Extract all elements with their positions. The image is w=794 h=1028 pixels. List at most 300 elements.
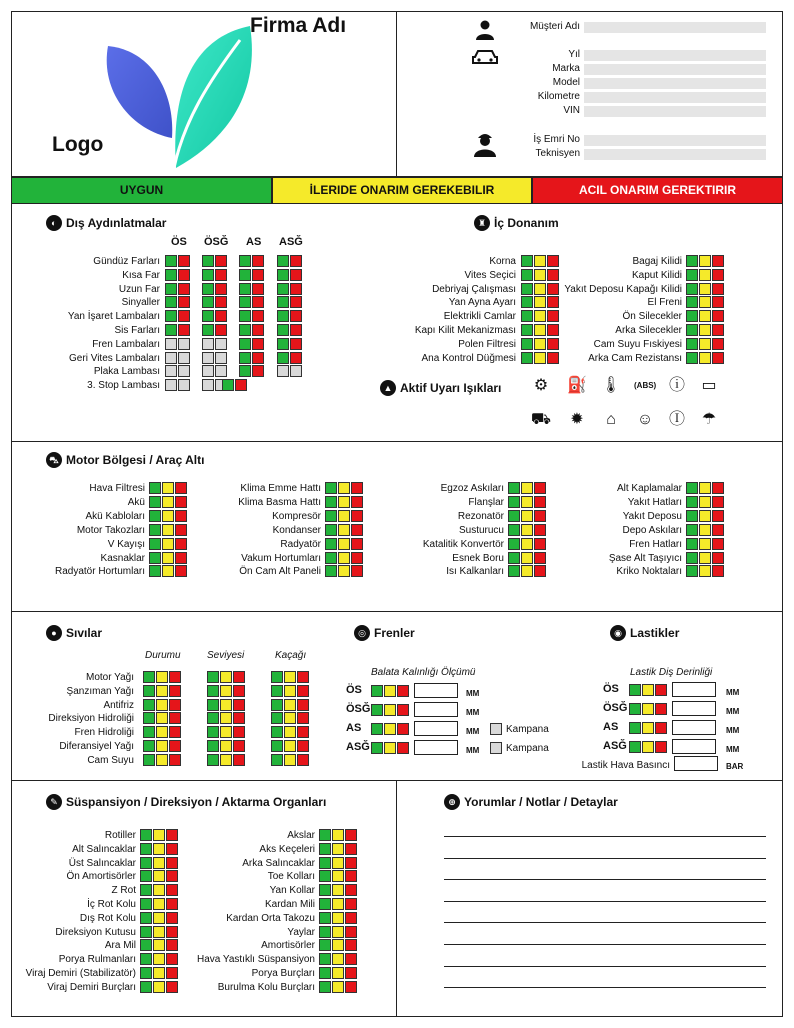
rating-box-r[interactable]	[351, 482, 363, 494]
work-order-field[interactable]	[584, 135, 766, 146]
rating-box-g[interactable]	[140, 912, 152, 924]
rating-box-g[interactable]	[140, 870, 152, 882]
rating-box-g[interactable]	[277, 296, 289, 308]
rating-box-g[interactable]	[202, 296, 214, 308]
rating-box-g[interactable]	[629, 684, 641, 696]
rating-box-g[interactable]	[140, 829, 152, 841]
rating-box-r[interactable]	[178, 255, 190, 267]
rating-box-r[interactable]	[169, 671, 181, 683]
rating-box-g[interactable]	[277, 255, 289, 267]
gear-icon[interactable]: ✹	[570, 411, 584, 428]
rating-box-r[interactable]	[252, 324, 264, 336]
rating-box-r[interactable]	[252, 269, 264, 281]
rating-box-r[interactable]	[233, 699, 245, 711]
rating-box-y[interactable]	[332, 870, 344, 882]
engine-icon[interactable]: ⚙	[533, 377, 549, 394]
rating-box-g[interactable]	[165, 296, 177, 308]
rating-box-y[interactable]	[642, 703, 654, 715]
rating-box-g[interactable]	[140, 857, 152, 869]
technician-field[interactable]	[584, 149, 766, 160]
rating-box-y[interactable]	[699, 283, 711, 295]
rating-box-r[interactable]	[178, 310, 190, 322]
rating-box-r[interactable]	[297, 699, 309, 711]
rating-box-y[interactable]	[699, 324, 711, 336]
rating-box-g[interactable]	[319, 967, 331, 979]
rating-box-g[interactable]	[277, 283, 289, 295]
rating-box-r[interactable]	[169, 740, 181, 752]
rating-box-r[interactable]	[712, 269, 724, 281]
rating-box-g[interactable]	[165, 283, 177, 295]
rating-box-g[interactable]	[140, 953, 152, 965]
rating-box-r[interactable]	[290, 269, 302, 281]
rating-box-g[interactable]	[319, 857, 331, 869]
rating-box-g[interactable]	[165, 310, 177, 322]
rating-box-r[interactable]	[297, 726, 309, 738]
rating-box-gr[interactable]	[215, 338, 227, 350]
rating-box-r[interactable]	[655, 741, 667, 753]
rating-box-g[interactable]	[508, 565, 520, 577]
rating-box-g[interactable]	[325, 524, 337, 536]
rating-box-g[interactable]	[239, 310, 251, 322]
rating-box-r[interactable]	[290, 296, 302, 308]
rating-box-g[interactable]	[239, 352, 251, 364]
rating-box-y[interactable]	[338, 524, 350, 536]
rating-box-g[interactable]	[371, 685, 383, 697]
rating-box-r[interactable]	[175, 482, 187, 494]
rating-box-g[interactable]	[686, 538, 698, 550]
rating-box-y[interactable]	[156, 740, 168, 752]
rating-box-y[interactable]	[521, 482, 533, 494]
rating-box-g[interactable]	[140, 898, 152, 910]
rating-box-y[interactable]	[156, 671, 168, 683]
rating-box-y[interactable]	[338, 482, 350, 494]
rating-box-r[interactable]	[351, 496, 363, 508]
rating-box-y[interactable]	[284, 726, 296, 738]
rating-box-g[interactable]	[202, 310, 214, 322]
note-line[interactable]	[444, 922, 766, 923]
rating-box-r[interactable]	[169, 712, 181, 724]
rating-box-y[interactable]	[284, 699, 296, 711]
rating-box-g[interactable]	[325, 482, 337, 494]
rating-box-r[interactable]	[655, 684, 667, 696]
note-line[interactable]	[444, 966, 766, 967]
mileage-field[interactable]	[584, 92, 766, 103]
rating-box-y[interactable]	[521, 565, 533, 577]
rating-box-g[interactable]	[521, 283, 533, 295]
note-line[interactable]	[444, 858, 766, 859]
rating-box-g[interactable]	[140, 981, 152, 993]
rating-box-g[interactable]	[202, 283, 214, 295]
rating-box-y[interactable]	[699, 352, 711, 364]
rating-box-r[interactable]	[178, 296, 190, 308]
rating-box-gr[interactable]	[202, 338, 214, 350]
rating-box-r[interactable]	[166, 870, 178, 882]
rating-box-y[interactable]	[153, 939, 165, 951]
rating-box-y[interactable]	[162, 538, 174, 550]
oil-icon[interactable]: ⛽	[567, 377, 587, 394]
rating-box-r[interactable]	[534, 482, 546, 494]
coolant-icon[interactable]: 🌡	[600, 377, 622, 394]
rating-box-g[interactable]	[149, 565, 161, 577]
rating-box-y[interactable]	[338, 510, 350, 522]
rating-box-y[interactable]	[162, 510, 174, 522]
rating-box-r[interactable]	[534, 510, 546, 522]
rating-box-y[interactable]	[699, 269, 711, 281]
rating-box-g[interactable]	[319, 870, 331, 882]
rating-box-y[interactable]	[162, 565, 174, 577]
airbag-icon[interactable]: ☺	[636, 411, 654, 428]
rating-box-r[interactable]	[712, 482, 724, 494]
rating-box-r[interactable]	[351, 524, 363, 536]
rating-box-g[interactable]	[202, 255, 214, 267]
rating-box-r[interactable]	[397, 742, 409, 754]
rating-box-r[interactable]	[712, 510, 724, 522]
rating-box-r[interactable]	[534, 496, 546, 508]
rating-box-r[interactable]	[712, 538, 724, 550]
rating-box-g[interactable]	[371, 742, 383, 754]
rating-box-y[interactable]	[156, 754, 168, 766]
rating-box-g[interactable]	[207, 740, 219, 752]
rating-box-g[interactable]	[277, 338, 289, 350]
rating-box-g[interactable]	[143, 685, 155, 697]
rating-box-g[interactable]	[371, 723, 383, 735]
rating-box-g[interactable]	[239, 283, 251, 295]
rating-box-g[interactable]	[143, 712, 155, 724]
vin-field[interactable]	[584, 106, 766, 117]
rating-box-gr[interactable]	[165, 365, 177, 377]
rating-box-y[interactable]	[220, 712, 232, 724]
rating-box-r[interactable]	[351, 538, 363, 550]
brake-measure-field[interactable]	[414, 721, 458, 736]
rating-box-g[interactable]	[149, 538, 161, 550]
rating-box-y[interactable]	[220, 740, 232, 752]
rating-box-r[interactable]	[351, 510, 363, 522]
rating-box-r[interactable]	[166, 953, 178, 965]
rating-box-r[interactable]	[169, 699, 181, 711]
rating-box-r[interactable]	[712, 310, 724, 322]
rating-box-g[interactable]	[207, 754, 219, 766]
rating-box-g[interactable]	[325, 496, 337, 508]
rating-box-r[interactable]	[297, 671, 309, 683]
rating-box-y[interactable]	[162, 552, 174, 564]
rating-box-r[interactable]	[166, 843, 178, 855]
rating-box-r[interactable]	[655, 703, 667, 715]
rating-box-g[interactable]	[319, 829, 331, 841]
rating-box-r[interactable]	[290, 324, 302, 336]
note-line[interactable]	[444, 901, 766, 902]
rating-box-y[interactable]	[153, 843, 165, 855]
rating-box-r[interactable]	[215, 310, 227, 322]
rating-box-y[interactable]	[332, 857, 344, 869]
rating-box-gr[interactable]	[290, 365, 302, 377]
rating-box-r[interactable]	[166, 981, 178, 993]
abs-icon[interactable]: (ABS)	[634, 381, 657, 390]
rating-box-y[interactable]	[332, 829, 344, 841]
rating-box-g[interactable]	[149, 552, 161, 564]
rating-box-g[interactable]	[239, 365, 251, 377]
rating-box-g[interactable]	[686, 352, 698, 364]
rating-box-g[interactable]	[686, 324, 698, 336]
rating-box-g[interactable]	[140, 967, 152, 979]
rating-box-y[interactable]	[153, 870, 165, 882]
rating-box-g[interactable]	[277, 269, 289, 281]
rating-box-r[interactable]	[345, 981, 357, 993]
rating-box-r[interactable]	[345, 953, 357, 965]
rating-box-r[interactable]	[178, 283, 190, 295]
rating-box-r[interactable]	[252, 338, 264, 350]
rating-box-g[interactable]	[319, 926, 331, 938]
rating-box-g[interactable]	[319, 953, 331, 965]
rating-box-y[interactable]	[521, 538, 533, 550]
rating-box-r[interactable]	[233, 726, 245, 738]
rating-box-g[interactable]	[271, 754, 283, 766]
rating-box-g[interactable]	[319, 884, 331, 896]
brake-measure-field[interactable]	[414, 683, 458, 698]
rating-box-g[interactable]	[629, 741, 641, 753]
rating-box-r[interactable]	[345, 843, 357, 855]
rating-box-y[interactable]	[332, 953, 344, 965]
rating-box-r[interactable]	[712, 324, 724, 336]
rating-box-r[interactable]	[233, 671, 245, 683]
rating-box-y[interactable]	[332, 912, 344, 924]
rating-box-g[interactable]	[207, 726, 219, 738]
rating-box-gr[interactable]	[202, 352, 214, 364]
rating-box-y[interactable]	[220, 754, 232, 766]
drum-checkbox[interactable]	[490, 742, 502, 754]
rating-box-g[interactable]	[239, 255, 251, 267]
rating-box-gr[interactable]	[178, 365, 190, 377]
rating-box-y[interactable]	[284, 740, 296, 752]
rating-box-y[interactable]	[284, 754, 296, 766]
rating-box-g[interactable]	[508, 510, 520, 522]
rating-box-r[interactable]	[178, 269, 190, 281]
rating-box-gr[interactable]	[202, 379, 214, 391]
model-field[interactable]	[584, 78, 766, 89]
rating-box-r[interactable]	[712, 283, 724, 295]
rating-box-y[interactable]	[332, 843, 344, 855]
rating-box-r[interactable]	[290, 283, 302, 295]
rating-box-r[interactable]	[166, 912, 178, 924]
rating-box-r[interactable]	[655, 722, 667, 734]
note-line[interactable]	[444, 987, 766, 988]
rating-box-y[interactable]	[332, 981, 344, 993]
rating-box-y[interactable]	[521, 510, 533, 522]
rating-box-y[interactable]	[332, 898, 344, 910]
year-field[interactable]	[584, 50, 766, 61]
rating-box-r[interactable]	[166, 939, 178, 951]
rating-box-y[interactable]	[642, 741, 654, 753]
rating-box-r[interactable]	[175, 565, 187, 577]
rating-box-r[interactable]	[235, 379, 247, 391]
rating-box-r[interactable]	[215, 255, 227, 267]
rating-box-y[interactable]	[220, 671, 232, 683]
rating-box-y[interactable]	[521, 552, 533, 564]
rating-box-r[interactable]	[233, 685, 245, 697]
rating-box-g[interactable]	[508, 552, 520, 564]
rating-box-g[interactable]	[143, 671, 155, 683]
rating-box-y[interactable]	[153, 926, 165, 938]
rating-box-g[interactable]	[271, 685, 283, 697]
rating-box-r[interactable]	[175, 538, 187, 550]
rating-box-r[interactable]	[233, 740, 245, 752]
rating-box-g[interactable]	[277, 324, 289, 336]
drum-checkbox[interactable]	[490, 723, 502, 735]
rating-box-r[interactable]	[345, 898, 357, 910]
rating-box-y[interactable]	[699, 255, 711, 267]
rating-box-g[interactable]	[277, 310, 289, 322]
rating-box-g[interactable]	[143, 726, 155, 738]
rating-box-r[interactable]	[252, 255, 264, 267]
rating-box-r[interactable]	[712, 552, 724, 564]
rating-box-g[interactable]	[207, 712, 219, 724]
rating-box-y[interactable]	[284, 685, 296, 697]
rating-box-g[interactable]	[629, 703, 641, 715]
rating-box-g[interactable]	[508, 538, 520, 550]
rating-box-g[interactable]	[149, 496, 161, 508]
rating-box-r[interactable]	[534, 552, 546, 564]
rating-box-y[interactable]	[162, 524, 174, 536]
rating-box-y[interactable]	[153, 829, 165, 841]
rating-box-g[interactable]	[239, 324, 251, 336]
rating-box-g[interactable]	[686, 296, 698, 308]
rating-box-y[interactable]	[156, 685, 168, 697]
rating-box-g[interactable]	[319, 843, 331, 855]
rating-box-r[interactable]	[351, 552, 363, 564]
rating-box-g[interactable]	[521, 352, 533, 364]
rating-box-gr[interactable]	[165, 352, 177, 364]
rating-box-y[interactable]	[162, 496, 174, 508]
rating-box-r[interactable]	[252, 365, 264, 377]
rating-box-r[interactable]	[166, 967, 178, 979]
rating-box-r[interactable]	[345, 870, 357, 882]
rating-box-y[interactable]	[384, 704, 396, 716]
rating-box-r[interactable]	[175, 496, 187, 508]
rating-box-y[interactable]	[699, 552, 711, 564]
rating-box-g[interactable]	[222, 379, 234, 391]
rating-box-g[interactable]	[521, 310, 533, 322]
rating-box-y[interactable]	[332, 884, 344, 896]
rating-box-g[interactable]	[371, 704, 383, 716]
rating-box-g[interactable]	[202, 324, 214, 336]
rating-box-y[interactable]	[338, 565, 350, 577]
rating-box-g[interactable]	[149, 482, 161, 494]
rating-box-g[interactable]	[319, 981, 331, 993]
tire-pressure-icon[interactable]: Ⓘ	[668, 411, 685, 428]
rating-box-r[interactable]	[290, 338, 302, 350]
rating-box-g[interactable]	[521, 255, 533, 267]
rating-box-g[interactable]	[140, 843, 152, 855]
rating-box-y[interactable]	[156, 712, 168, 724]
rating-box-y[interactable]	[642, 722, 654, 734]
rating-box-r[interactable]	[166, 884, 178, 896]
rating-box-g[interactable]	[319, 939, 331, 951]
rating-box-y[interactable]	[699, 496, 711, 508]
rating-box-r[interactable]	[297, 685, 309, 697]
rating-box-y[interactable]	[338, 552, 350, 564]
rating-box-g[interactable]	[239, 338, 251, 350]
rating-box-g[interactable]	[521, 296, 533, 308]
rating-box-y[interactable]	[338, 496, 350, 508]
rating-box-y[interactable]	[384, 685, 396, 697]
rating-box-g[interactable]	[271, 726, 283, 738]
rating-box-g[interactable]	[325, 552, 337, 564]
rating-box-r[interactable]	[166, 926, 178, 938]
rating-box-g[interactable]	[149, 510, 161, 522]
rating-box-y[interactable]	[156, 726, 168, 738]
rating-box-g[interactable]	[271, 740, 283, 752]
rating-box-r[interactable]	[712, 296, 724, 308]
rating-box-g[interactable]	[508, 496, 520, 508]
brand-field[interactable]	[584, 64, 766, 75]
tire-measure-field[interactable]	[672, 682, 716, 697]
rating-box-g[interactable]	[319, 912, 331, 924]
rating-box-g[interactable]	[325, 510, 337, 522]
rating-box-y[interactable]	[699, 310, 711, 322]
rating-box-y[interactable]	[338, 538, 350, 550]
rating-box-g[interactable]	[508, 524, 520, 536]
washer-icon[interactable]: ☂	[701, 411, 717, 428]
rating-box-g[interactable]	[239, 296, 251, 308]
rating-box-r[interactable]	[290, 310, 302, 322]
rating-box-g[interactable]	[202, 269, 214, 281]
rating-box-y[interactable]	[162, 482, 174, 494]
rating-box-y[interactable]	[156, 699, 168, 711]
rating-box-r[interactable]	[351, 565, 363, 577]
rating-box-g[interactable]	[143, 754, 155, 766]
rating-box-gr[interactable]	[165, 379, 177, 391]
rating-box-r[interactable]	[178, 324, 190, 336]
battery-icon[interactable]: ▭	[701, 377, 717, 394]
rating-box-y[interactable]	[699, 524, 711, 536]
rating-box-g[interactable]	[686, 552, 698, 564]
rating-box-r[interactable]	[712, 496, 724, 508]
rating-box-g[interactable]	[686, 283, 698, 295]
rating-box-r[interactable]	[345, 939, 357, 951]
rating-box-y[interactable]	[699, 565, 711, 577]
rating-box-g[interactable]	[508, 482, 520, 494]
rating-box-gr[interactable]	[178, 379, 190, 391]
rating-box-r[interactable]	[166, 829, 178, 841]
rating-box-y[interactable]	[642, 684, 654, 696]
rating-box-r[interactable]	[297, 712, 309, 724]
rating-box-g[interactable]	[686, 482, 698, 494]
rating-box-r[interactable]	[215, 296, 227, 308]
rating-box-g[interactable]	[521, 324, 533, 336]
rating-box-gr[interactable]	[178, 352, 190, 364]
rating-box-r[interactable]	[345, 857, 357, 869]
rating-box-r[interactable]	[397, 723, 409, 735]
rating-box-g[interactable]	[686, 269, 698, 281]
rating-box-g[interactable]	[686, 255, 698, 267]
rating-box-r[interactable]	[166, 898, 178, 910]
rating-box-g[interactable]	[140, 884, 152, 896]
door-icon[interactable]: ⌂	[606, 411, 616, 428]
rating-box-r[interactable]	[233, 712, 245, 724]
rating-box-r[interactable]	[345, 884, 357, 896]
rating-box-r[interactable]	[345, 967, 357, 979]
rating-box-r[interactable]	[215, 269, 227, 281]
tire-pressure-field[interactable]	[674, 756, 718, 771]
rating-box-r[interactable]	[297, 754, 309, 766]
rating-box-y[interactable]	[153, 967, 165, 979]
rating-box-r[interactable]	[169, 685, 181, 697]
rating-box-g[interactable]	[149, 524, 161, 536]
rating-box-g[interactable]	[143, 740, 155, 752]
rating-box-g[interactable]	[686, 496, 698, 508]
rating-box-g[interactable]	[686, 338, 698, 350]
rating-box-r[interactable]	[397, 704, 409, 716]
rating-box-r[interactable]	[712, 255, 724, 267]
